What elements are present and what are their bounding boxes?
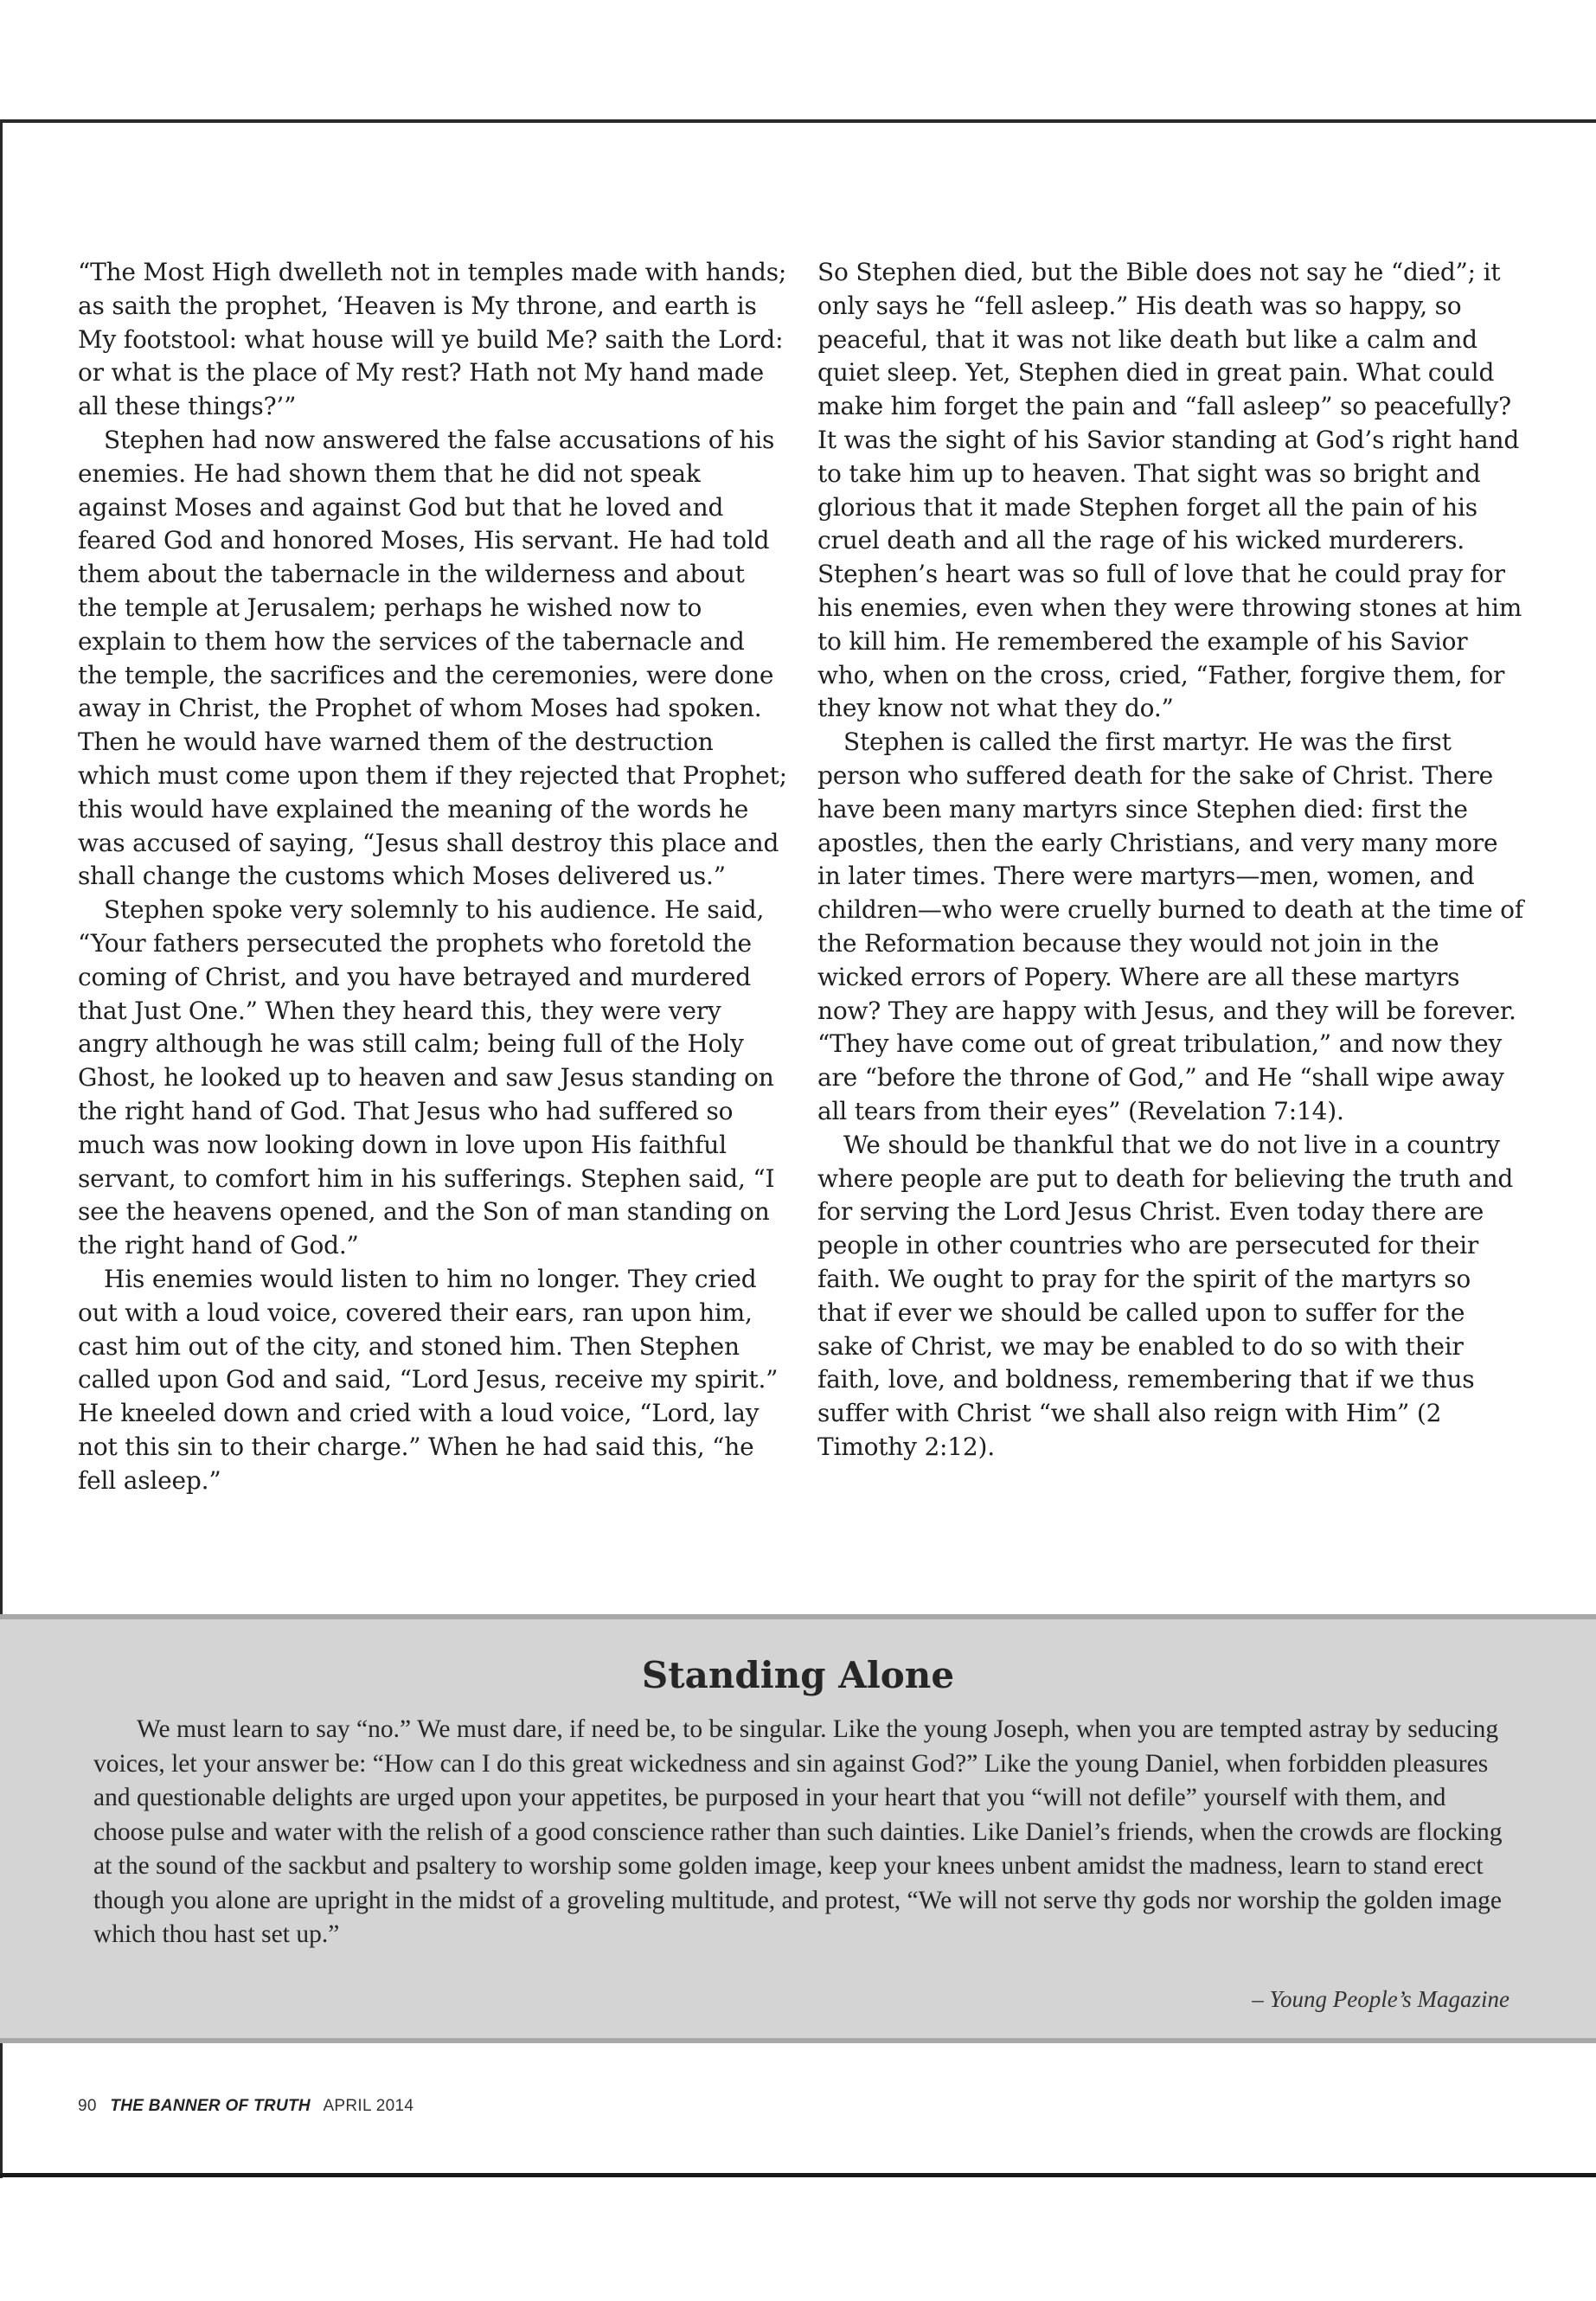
issue-date: APRIL 2014 [323,2097,414,2115]
publication-name: THE BANNER OF TRUTH [110,2097,311,2115]
paragraph: Stephen is called the first martyr. He was the first person who suffered death for the sake of Christ. There have been many martyrs since Stephen died: first the apostles, then the early Christians, and very many more in later times. There were martyrs—men, women, and children—who were cruelly burned to death at the time of the Reformation because they would not join in the wicked errors of Popery. Where are all these martyrs now? They are happy with Jesus, and they will be forever. “They have come out of great tribulation,” and now they are “before the throne of God,” and He “shall wipe away all tears from their eyes” (Revelation 7:14). [817,727,1523,1125]
paragraph: We should be thankful that we do not live in a country where people are put to death for believing the truth and for serving the Lord Jesus Christ. Even today there are people in other countries who are persecuted for their faith. We ought to pray for the spirit of the martyrs so that if ever we should be called upon to suffer for the sake of Christ, we may be enabled to do so with their faith, love, and boldness, remembering that if we thus suffer with Christ “we shall also reign with Him” (2 Timothy 2:12). [817,1130,1514,1461]
article-columns [78,256,1527,1606]
bottom-rule [0,2173,1596,2177]
top-rule [0,119,1596,123]
sidebar-body: We must learn to say “no.” We must dare, if need be, to be singular. Like the young Joseph, when you are tempted astray by seducing voices, let your answer be: “How can I do this great wickedness and sin against God?” Like the young Daniel, when forbidden pleasures and questionable delights are urged upon your appetites, be purposed in your heart that you “will not defile” yourself with them, and choose pulse and water with the relish of a good conscience rather than such dainties. Like Daniel’s friends, when the crowds are flocking at the sound of the sackbut and psaltery to worship some golden image, keep your knees unbent amidst the madness, learn to stand erect though you alone are upright in the midst of a groveling multitude, and protest, “We will not serve thy gods nor worship the golden image which thou hast set up.” [93,1715,1503,1948]
page-footer [78,2097,413,2116]
sidebar-box [0,1614,1596,2043]
left-column [78,256,787,1606]
paragraph: “The Most High dwelleth not in temples made with hands; as saith the prophet, ‘Heaven is My throne, and earth is My footstool: what house will ye build Me? saith the Lord: or what is the place of My rest? Hath not My hand made all these things?’” [78,258,787,421]
paragraph: His enemies would listen to him no longer. They cried out with a loud voice, covered their ears, ran upon him, cast him out of the city, and stoned him. Then Stephen called upon God and said, “Lord Jesus, receive my spirit.” He kneeled down and cried with a loud voice, “Lord, lay not this sin to their charge.” When he had said this, “he fell asleep.” [78,1264,779,1495]
paragraph: Stephen had now answered the false accusations of his enemies. He had shown them that he did not speak against Moses and against God but that he loved and feared God and honored Moses, His servant. He had told them about the tabernacle in the wilderness and about the temple at Jerusalem; perhaps he wished now to explain to them how the services of the tabernacle and the temple, the sacrifices and the ceremonies, were done away in Christ, the Prophet of whom Moses had spoken. Then he would have warned them of the destruction which must come upon them if they rejected that Prophet; this would have explained the meaning of the words he was accused of saying, “Jesus shall destroy this place and shall change the customs which Moses delivered us.” [78,425,787,891]
paragraph: So Stephen died, but the Bible does not say he “died”; it only says he “fell asleep.” His death was so happy, so peaceful, that it was not like death but like a calm and quiet sleep. Yet, Stephen died in great pain. What could make him forget the pain and “fall asleep” so peacefully? It was the sight of his Savior standing at God’s right hand to take him up to heaven. That sight was so bright and glorious that it made Stephen forget all the pain of his cruel death and all the rage of his wicked murderers. Stephen’s heart was so full of love that he could pray for his enemies, even when they were throwing stones at him to kill him. He remembered the example of his Savior who, when on the cross, cried, “Father, forgive them, for they know not what they do.” [817,258,1522,723]
page-number: 90 [78,2097,97,2115]
right-column [817,256,1527,1606]
sidebar-source: – Young People’s Magazine [1252,1986,1509,2012]
sidebar-title: Standing Alone [641,1654,955,1696]
paragraph: Stephen spoke very solemnly to his audience. He said, “Your fathers persecuted the prophets who foretold the coming of Christ, and you have betrayed and murdered that Just One.” When they heard this, they were very angry although he was still calm; being full of the Holy Ghost, he looked up to heaven and saw Jesus standing on the right hand of God. That Jesus who had suffered so much was now looking down in love upon His faithful servant, to comfort him in his sufferings. Stephen said, “I see the heavens opened, and the Son of man standing on the right hand of God.” [78,895,775,1260]
